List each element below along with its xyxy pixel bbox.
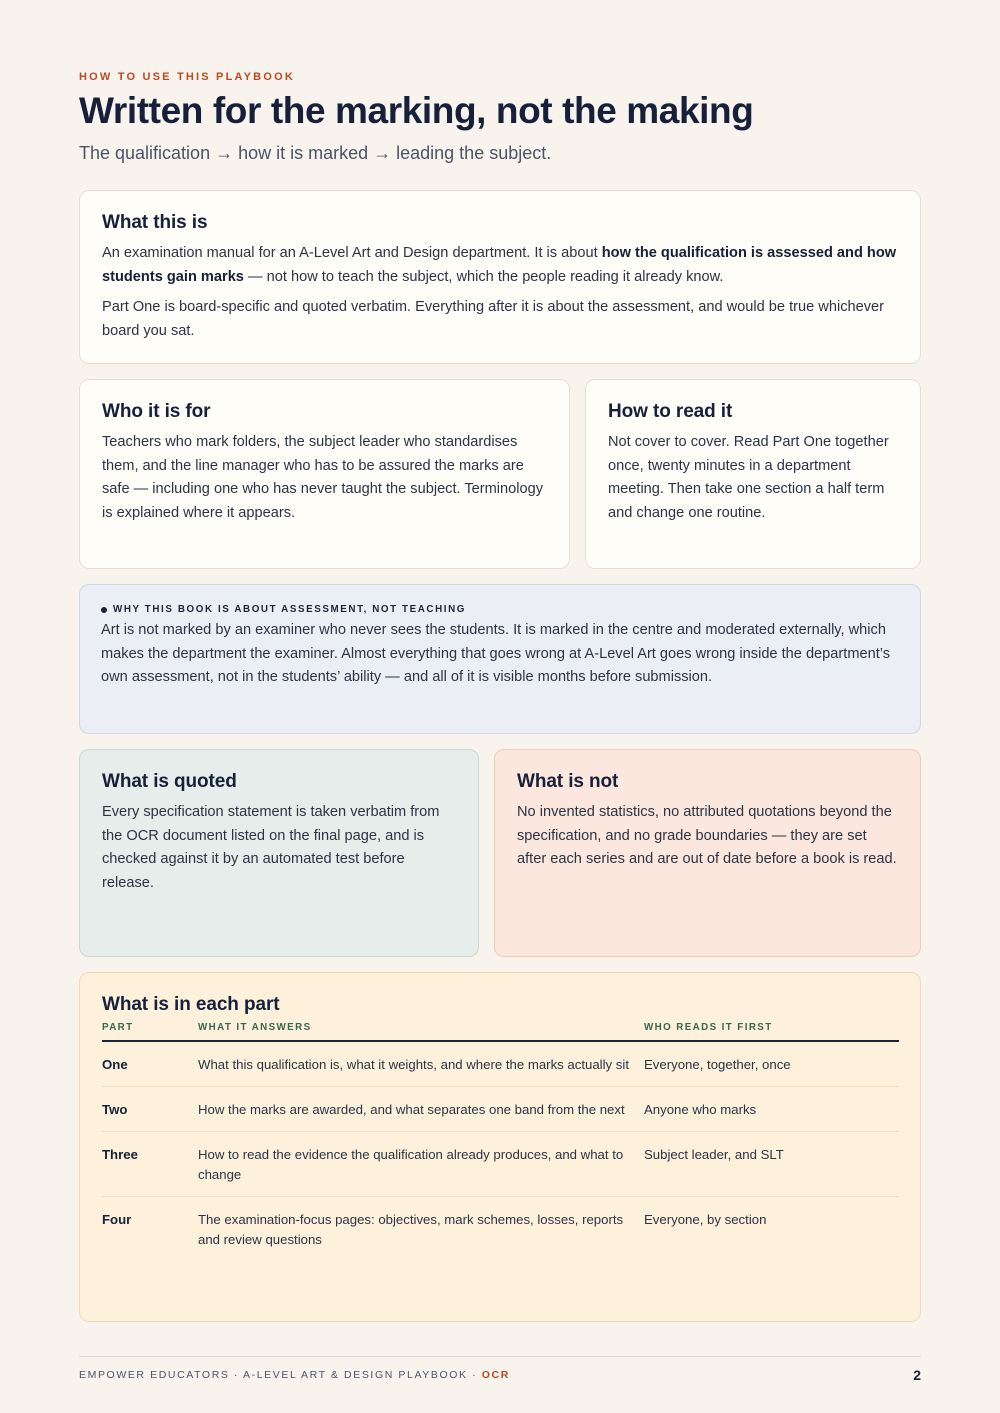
- footer-board-name: OCR: [481, 1369, 510, 1381]
- part-cell: Three: [102, 1132, 198, 1197]
- how-to-read-body: Not cover to cover. Read Part One together once, twenty minutes in a department meeting. Then take one section a half term and change one routine.: [608, 434, 889, 521]
- parts-card: [79, 972, 921, 1322]
- table-row: [102, 1041, 899, 1087]
- parts-table-header-row: [102, 1022, 899, 1041]
- column-header-answers: WHAT IT ANSWERS: [198, 1022, 644, 1041]
- answers-cell: What this qualification is, what it weights, and where the marks actually sit: [198, 1041, 644, 1087]
- who-cell: Everyone, together, once: [644, 1041, 899, 1087]
- who-cell: Anyone who marks: [644, 1087, 899, 1132]
- bullet-dot-icon: [101, 607, 107, 613]
- what-this-is-text: An examination manual for an A-Level Art and Design department. It is about: [102, 245, 602, 261]
- what-this-is-emphasis: how the qualification is assessed and how students gain marks: [102, 245, 897, 285]
- footer-running-title: [79, 1369, 510, 1381]
- page-number: 2: [913, 1367, 921, 1383]
- how-to-read-card: [585, 379, 921, 569]
- why-assessment-body: Art is not marked by an examiner who never sees the students. It is marked in the centre and moderated externally, which makes the department the examiner. Almost everything that goes wrong at A-Level Art goes wrong inside the department’s own assessment, not in the students’ ability — and all of it is visible months before submission.: [101, 622, 891, 686]
- part-cell: Two: [102, 1087, 198, 1132]
- footer-divider: [79, 1356, 921, 1357]
- answers-cell: The examination-focus pages: objectives, mark schemes, losses, reports and review questions: [198, 1212, 624, 1247]
- why-assessment-label-text: WHY THIS BOOK IS ABOUT ASSESSMENT, NOT TEACHING: [113, 604, 466, 615]
- answers-cell: How to read the evidence the qualification already produces, and what to change: [198, 1132, 644, 1197]
- what-is-not-card: [494, 749, 921, 957]
- who-cell: Everyone, by section: [644, 1212, 767, 1227]
- who-cell: Subject leader, and SLT: [644, 1132, 899, 1197]
- who-it-is-for-card: [79, 379, 570, 569]
- who-it-is-for-body: Teachers who mark folders, the subject leader who standardises them, and the line manager who has to be assured the marks are safe — including one who has never taught the subject. Terminology is explained where it appears.: [102, 434, 544, 521]
- footer-title-text: EMPOWER EDUCATORS · A-LEVEL ART & DESIGN PLAYBOOK ·: [79, 1369, 482, 1381]
- what-this-is-paragraph-2: Part One is board-specific and quoted verbatim. Everything after it is about the assessment, and would be true whichever board you sat.: [102, 299, 884, 339]
- page-footer: [79, 1367, 921, 1383]
- table-row: [102, 1087, 899, 1132]
- why-assessment-label: [101, 604, 899, 615]
- answers-cell: How the marks are awarded, and what separates one band from the next: [198, 1087, 644, 1132]
- parts-table: [102, 1022, 899, 1261]
- who-it-is-for-heading: Who it is for: [102, 401, 211, 422]
- column-header-who: WHO READS IT FIRST: [644, 1022, 899, 1041]
- page-title: Written for the marking, not the making: [79, 90, 754, 131]
- column-header-part: PART: [102, 1022, 198, 1041]
- page-subtitle: The qualification → how it is marked → leading the subject.: [79, 143, 552, 163]
- why-assessment-callout: [79, 584, 921, 734]
- what-this-is-paragraph-1: [102, 242, 898, 289]
- table-row: [102, 1132, 899, 1197]
- what-is-not-body: No invented statistics, no attributed quotations beyond the specification, and no grade boundaries — they are set after each series and are out of date before a book is read.: [517, 804, 897, 868]
- section-eyebrow: HOW TO USE THIS PLAYBOOK: [79, 71, 295, 83]
- part-cell: One: [102, 1041, 198, 1087]
- parts-heading: What is in each part: [102, 994, 280, 1015]
- what-is-quoted-heading: What is quoted: [102, 771, 237, 792]
- what-this-is-text-end: — not how to teach the subject, which the people reading it already know.: [243, 268, 724, 285]
- table-row: [102, 1197, 899, 1262]
- what-is-quoted-body: Every specification statement is taken verbatim from the OCR document listed on the final page, and is checked against it by an automated test before release.: [102, 804, 440, 891]
- what-this-is-card: [79, 190, 921, 364]
- part-cell: Four: [102, 1212, 132, 1227]
- what-is-quoted-card: [79, 749, 479, 957]
- what-this-is-heading: What this is: [102, 212, 208, 233]
- how-to-read-heading: How to read it: [608, 401, 733, 422]
- what-is-not-heading: What is not: [517, 771, 619, 792]
